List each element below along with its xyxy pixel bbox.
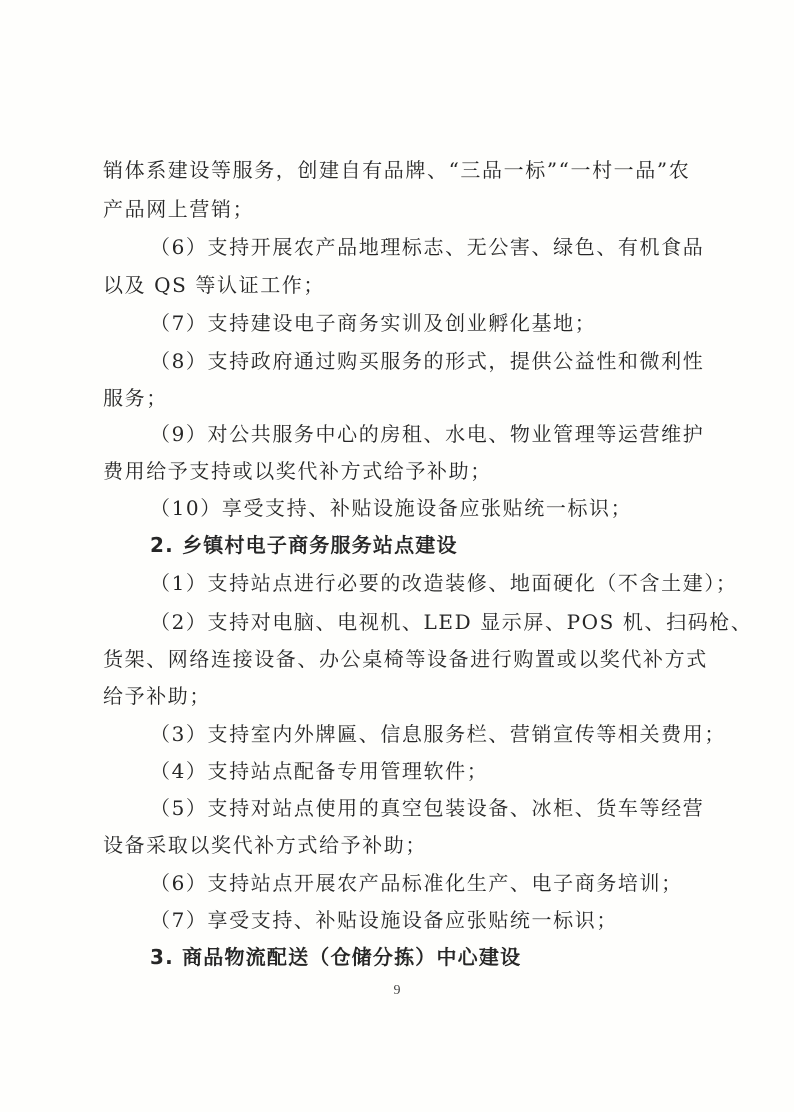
paragraph-line: 给予补助； <box>103 684 211 708</box>
page-number: 9 <box>393 983 401 998</box>
paragraph-line: 费用给予支持或以奖代补方式给予补助； <box>103 459 492 483</box>
list-item-line: （8）支持政府通过购买服务的形式，提供公益性和微利性 <box>150 349 705 373</box>
list-item-line: （3）支持室内外牌匾、信息服务栏、营销宣传等相关费用； <box>150 722 726 746</box>
list-item-line: （10）享受支持、补贴设施设备应张贴统一标识； <box>150 496 633 520</box>
list-item-line: （4）支持站点配备专用管理软件； <box>150 759 489 783</box>
list-item-line: （2）支持对电脑、电视机、LED 显示屏、POS 机、扫码枪、 <box>150 610 753 634</box>
paragraph-line: 产品网上营销； <box>103 197 255 221</box>
list-item-line: （6）支持开展农产品地理标志、无公害、绿色、有机食品 <box>150 235 705 259</box>
list-item-line: （7）支持建设电子商务实训及创业孵化基地； <box>150 311 597 335</box>
list-item-line: （5）支持对站点使用的真空包装设备、冰柜、货车等经营 <box>150 796 705 820</box>
list-item-line: （6）支持站点开展农产品标准化生产、电子商务培训； <box>150 871 683 895</box>
section-heading: 2. 乡镇村电子商务服务站点建设 <box>150 533 458 557</box>
paragraph-line: 以及 QS 等认证工作； <box>103 273 326 297</box>
paragraph-line: 设备采取以奖代补方式给予补助； <box>103 833 427 857</box>
paragraph-line: 销体系建设等服务，创建自有品牌、“三品一标”“一村一品”农 <box>103 158 691 182</box>
list-item-line: （7）享受支持、补贴设施设备应张贴统一标识； <box>150 908 618 932</box>
paragraph-line: 货架、网络连接设备、办公桌椅等设备进行购置或以奖代补方式 <box>103 647 708 671</box>
list-item-line: （9）对公共服务中心的房租、水电、物业管理等运营维护 <box>150 422 705 446</box>
list-item-line: （1）支持站点进行必要的改造装修、地面硬化（不含土建）； <box>150 571 738 595</box>
section-heading: 3. 商品物流配送（仓储分拣）中心建设 <box>150 945 522 969</box>
paragraph-line: 服务； <box>103 386 168 410</box>
